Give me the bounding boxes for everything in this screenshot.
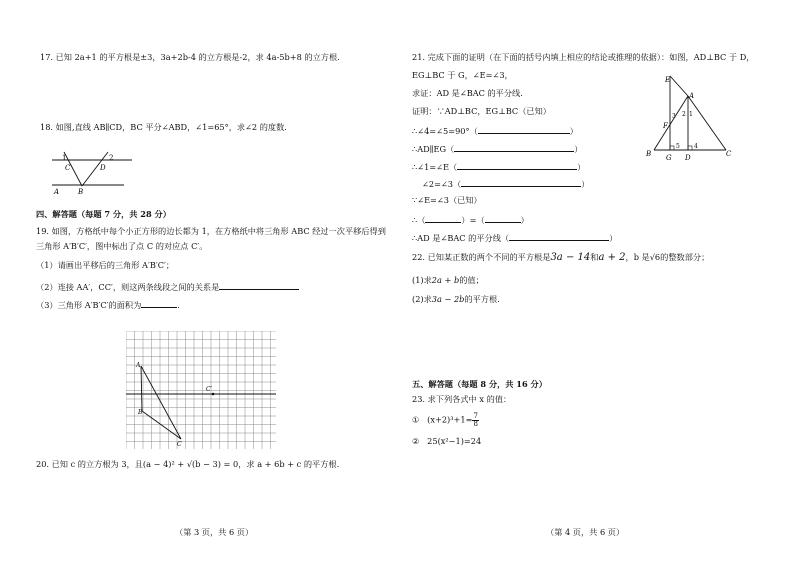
fig21-point-g: G [666,154,672,162]
fig21-point-d: D [685,154,691,162]
fig21-point-c: C [726,150,732,158]
proof-line-1: 证明：∵AD⊥BC，EG⊥BC（已知） [412,106,551,116]
question-17: 17. 已知 2a+1 的平方根是±3，3a+2b-4 的立方根是-2，求 4a-5b+8 的立方根. [40,52,340,62]
proof-line-4: ∴∠1=∠E（ ） [412,162,586,172]
point-c-label: C [65,164,71,172]
question-18: 18. 如图,直线 AB∥CD，BC 平分∠ABD，∠1=65°，求∠2 的度数. [40,122,287,132]
proof-line-8: ∴AD 是∠BAC 的平分线（ ） [412,233,618,243]
fig21-angle-4: 4 [694,143,698,150]
proof-line-5: ∠2=∠3（ ） [422,179,590,189]
question-22: 22. 已知某正数的两个不同的平方根是3a − 14和a + 2，b 是√6的整数部分； [412,252,710,263]
question-19-line1: 19. 如图，方格纸中每个小正方形的边长都为 1，在方格纸中将三角形 ABC 经过一次平移后得到 [36,226,386,236]
question-22-part1: (1)求2a + b的值； [412,275,484,285]
equation-1: ① (x+2)³+1= $\frac{7}{8}$ [412,412,478,428]
proof-line-6: ∵∠E=∠3（已知） [412,195,482,205]
proof-line-2: ∴∠4=∠5=90°（ ） [412,126,578,136]
point-d-label: D [100,164,106,172]
question-19-line2: 三角形 A′B′C′，图中标出了点 C 的对应点 C′。 [36,241,208,251]
question-20: 20. 已知 c 的立方根为 3，且(a − 4)² + √(b − 3) = 0，求 a + 6b + c 的平方根. [36,459,340,469]
question-19-part1: （1）请画出平移后的三角形 A′B′C′； [36,260,175,270]
figure-21-triangle [646,72,746,162]
fig21-point-e: E [665,76,671,84]
question-19-part3: （3）三角形 A′B′C′的面积为 . [36,300,180,310]
fig21-angle-3: 3 [672,113,676,120]
section-5-title: 五、解答题（每题 8 分，共 16 分） [412,379,547,389]
question-22-part2: (2)求3a − 2b的平方根. [412,294,500,304]
grid-figure-19 [126,331,276,451]
figure-18-parallel-lines [48,146,148,201]
fig21-angle-5: 5 [676,143,680,150]
fig21-angle-1: 1 [689,111,693,118]
grid-point-c: C [177,441,182,448]
left-page-footer: （第 3 页，共 6 页） [175,527,254,537]
fig21-point-f: F [663,122,668,130]
fig21-point-b: B [646,150,652,158]
grid-point-a: A [136,362,141,369]
fig21-point-a: A [689,92,695,100]
section-4-title: 四、解答题（每题 7 分，共 28 分） [36,209,171,219]
grid-point-c-prime: C′ [206,386,212,393]
equation-2: ② 25(x²−1)=24 [412,436,482,446]
fig21-angle-2: 2 [682,111,686,118]
question-23: 23. 求下列各式中 x 的值： [412,394,512,404]
angle-1-label: 1 [62,154,67,162]
grid-point-b: B [138,409,143,416]
proof-line-3: ∴AD∥EG（ ） [412,144,583,154]
question-19-part2: （2）连接 AA′，CC′，则这两条线段之间的关系是 [36,280,299,293]
angle-2-label: 2 [109,154,114,162]
question-21-prove: 求证：AD 是∠BAC 的平分线. [412,88,523,98]
point-a-label: A [54,188,60,196]
question-21-line1: 21. 完成下面的证明（在下面的括号内填上相应的结论或推理的依据）：如图，AD⊥BC 于 D， [412,52,755,62]
question-21-line2: EG⊥BC 于 G，∠E=∠3， [412,70,513,80]
proof-line-7: ∴（ ）=（ ） [412,215,529,225]
right-page-footer: （第 4 页，共 6 页） [546,527,625,537]
point-b-label: B [78,188,84,196]
